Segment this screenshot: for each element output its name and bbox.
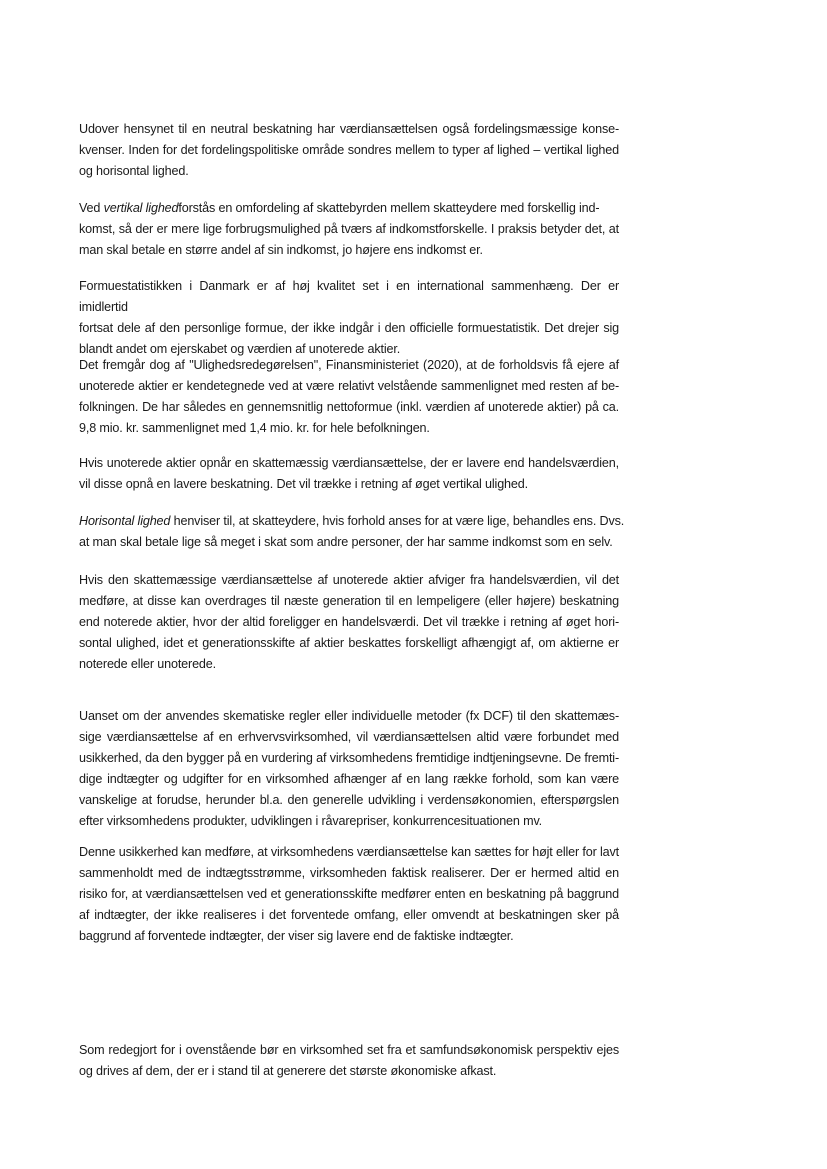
italic-term: Horisontal lighed bbox=[79, 514, 171, 528]
paragraph-2 bbox=[79, 198, 619, 261]
text-line: sontal ulighed, idet et generationsskifte af aktier beskattes forskelligt afhængigt af, om aktierne er bbox=[79, 636, 619, 650]
paragraph-4 bbox=[79, 355, 619, 439]
text-line: Udover hensynet til en neutral beskatning har værdiansættelsen også fordelingsmæssige konse- bbox=[79, 122, 619, 136]
text-line: noterede eller unoterede. bbox=[79, 657, 216, 671]
text-line: kvenser. Inden for det fordelingspolitiske område sondres mellem to typer af lighed – vertikal lighed bbox=[79, 143, 619, 157]
text-line: og horisontal lighed. bbox=[79, 164, 189, 178]
text-line: medføre, at disse kan overdrages til næste generation til en lempeligere (eller højere) beskatning bbox=[79, 594, 619, 608]
text-run: henviser til, at skatteydere, hvis forhold anses for at være lige, behandles ens. Dvs. bbox=[170, 514, 625, 528]
text-line: og drives af dem, der er i stand til at generere det største økonomiske afkast. bbox=[79, 1064, 497, 1078]
text-run: forstås en omfordeling af skattebyrden mellem skatteydere med forskellig ind- bbox=[178, 201, 600, 215]
text-line: efter virksomhedens produkter, udviklingen i råvarepriser, konkurrencesituationen mv. bbox=[79, 814, 543, 828]
paragraph-5 bbox=[79, 453, 619, 495]
text-line: at man skal betale lige så meget i skat som andre personer, der har samme indkomst som en selv. bbox=[79, 535, 613, 549]
text-line: blandt andet om ejerskabet og værdien af unoterede aktier. bbox=[79, 342, 401, 356]
text-line: Hvis den skattemæssige værdiansættelse af unoterede aktier afviger fra handelsværdien, vil det bbox=[79, 573, 619, 587]
italic-term: vertikal lighed bbox=[103, 201, 179, 215]
text-line bbox=[79, 198, 619, 219]
text-line: Uanset om der anvendes skematiske regler eller individuelle metoder (fx DCF) til den skattemæs- bbox=[79, 709, 619, 723]
text-line: vanskelige at forudse, herunder bl.a. den generelle udvikling i verdensøkonomien, efterspørgslen bbox=[79, 793, 619, 807]
text-line: man skal betale en større andel af sin indkomst, jo højere ens indkomst er. bbox=[79, 243, 483, 257]
text-line: Formuestatistikken i Danmark er af høj kvalitet set i en international sammenhæng. Der er imidlertid bbox=[79, 279, 619, 314]
text-line: Hvis unoterede aktier opnår en skattemæssig værdiansættelse, der er lavere end handelsværdien, bbox=[79, 456, 619, 470]
text-line: 9,8 mio. kr. sammenlignet med 1,4 mio. kr. for hele befolkningen. bbox=[79, 421, 430, 435]
text-line: baggrund af forventede indtægter, der viser sig lavere end de faktiske indtægter. bbox=[79, 929, 514, 943]
paragraph-10 bbox=[79, 1040, 619, 1082]
paragraph-6 bbox=[79, 511, 625, 553]
text-line: usikkerhed, da den bygger på en vurdering af virksomhedens fremtidige indtjeningsevne. De fremti- bbox=[79, 751, 619, 765]
text-line: Denne usikkerhed kan medføre, at virksomhedens værdiansættelse kan sættes for højt eller for lavt bbox=[79, 845, 619, 859]
text-line: end noterede aktier, hvor der altid foreligger en handelsværdi. Det vil trække i retning af øget hori- bbox=[79, 615, 619, 629]
text-line: Som redegjort for i ovenstående bør en virksomhed set fra et samfundsøkonomisk perspektiv ejes bbox=[79, 1043, 619, 1057]
text-line: sige værdiansættelse af en erhvervsvirksomhed, vil værdiansættelsen altid være forbundet med bbox=[79, 730, 619, 744]
paragraph-7 bbox=[79, 570, 619, 675]
text-line: vil disse opnå en lavere beskatning. Det vil trække i retning af øget vertikal ulighed. bbox=[79, 477, 528, 491]
paragraph-8 bbox=[79, 706, 619, 832]
text-line: Det fremgår dog af "Ulighedsredegørelsen", Finansministeriet (2020), at de forholdsvis få ejere af bbox=[79, 358, 619, 372]
paragraph-9 bbox=[79, 842, 619, 947]
text-line: komst, så der er mere lige forbrugsmulighed på tværs af indkomstforskelle. I praksis betyder det, at bbox=[79, 222, 619, 236]
text-line: fortsat dele af den personlige formue, der ikke indgår i den officielle formuestatistik. Det drejer sig bbox=[79, 321, 619, 335]
paragraph-3 bbox=[79, 276, 619, 360]
text-line: folkningen. De har således en gennemsnitlig nettoformue (inkl. værdien af unoterede aktier) på ca. bbox=[79, 400, 619, 414]
text-line: af indtægter, der ikke realiseres i det forventede omfang, eller omvendt at beskatningen sker på bbox=[79, 908, 619, 922]
text-line: unoterede aktier er kendetegnede ved at være relativt velstående sammenlignet med resten af be- bbox=[79, 379, 619, 393]
text-run: Ved bbox=[79, 201, 104, 215]
text-line: risiko for, at værdiansættelsen ved et generationsskifte medfører enten en beskatning på baggrund bbox=[79, 887, 619, 901]
paragraph-1 bbox=[79, 119, 619, 182]
text-line bbox=[79, 511, 625, 532]
text-line: dige indtægter og udgifter for en virksomhed afhænger af en lang række forhold, som kan være bbox=[79, 772, 619, 786]
text-line: sammenholdt med de indtægtsstrømme, virksomheden faktisk realiserer. Der er hermed altid en bbox=[79, 866, 619, 880]
